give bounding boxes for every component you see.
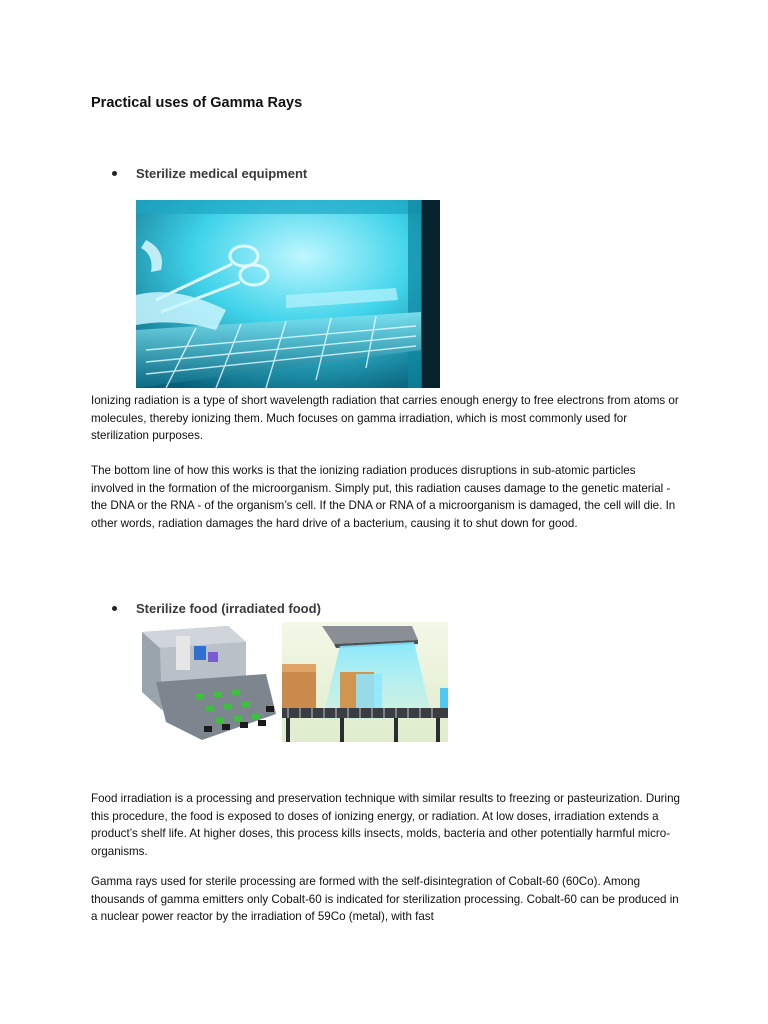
paragraph-cobalt-60: Gamma rays used for sterile processing are formed with the self-disintegration of Cobalt-60 (60Co). Among thousands of gamma emitters only Cobalt-60 is indicated for sterilization processing. Cobalt-60 can be produced in a nuclear power reactor by the irradiation of 59Co (metal), with fast <box>91 875 679 923</box>
page-title: Practical uses of Gamma Rays <box>91 95 303 111</box>
bullet-sterilize-medical-equipment <box>112 166 307 181</box>
conveyor-irradiation-image <box>282 622 448 742</box>
irradiation-facility-image <box>136 622 278 742</box>
bullet-label: Sterilize food (irradiated food) <box>136 601 321 616</box>
conveyor-irradiation-illustration <box>282 622 448 742</box>
paragraph-how-it-works: The bottom line of how this works is that the ionizing radiation produces disruptions in sub-atomic particles involved in the formation of the microorganism. Simply put, this radiation causes damage to the genetic material - the DNA or the RNA - of the organism’s cell. If the DNA or RNA of a microorganism is damaged, the cell will die. In other words, radiation damages the hard drive of a bacterium, causing it to shut down for good. <box>91 464 676 530</box>
paragraph-ionizing-radiation: Ionizing radiation is a type of short wavelength radiation that carries enough energy to free electrons from atoms or molecules, thereby ionizing them. Much focuses on gamma irradiation, which is most commonly used for sterilization purposes. <box>91 394 679 442</box>
sterilizer-instruments-image <box>136 200 440 388</box>
bullet-label: Sterilize medical equipment <box>136 166 308 181</box>
bullet-sterilize-food <box>112 601 321 616</box>
sterilizer-instruments-illustration <box>136 200 440 388</box>
bullet-dot-icon <box>112 171 117 176</box>
irradiation-facility-illustration <box>136 622 278 742</box>
bullet-dot-icon <box>112 606 117 611</box>
paragraph-food-irradiation: Food irradiation is a processing and preservation technique with similar results to freezing or pasteurization. During this procedure, the food is exposed to doses of ionizing energy, or radiation. At low doses, irradiation extends a product’s shelf life. At higher doses, this process kills insects, molds, bacteria and other potentially harmful micro-organisms. <box>91 792 680 858</box>
